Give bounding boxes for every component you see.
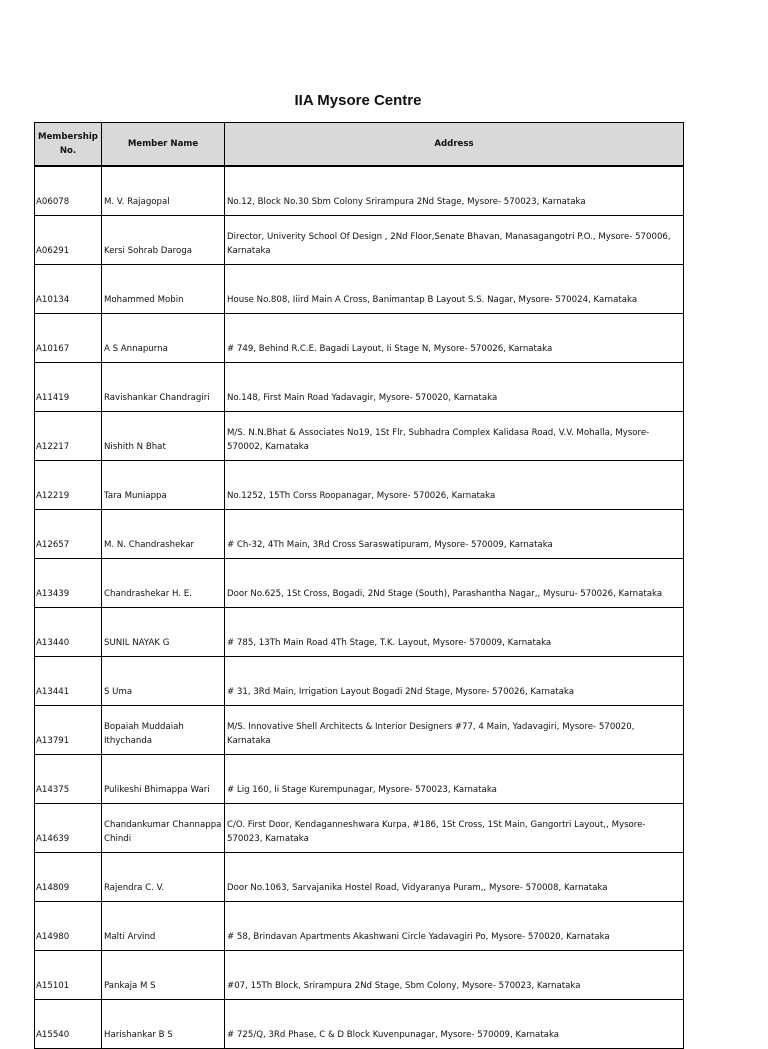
address-cell: No.1252, 15Th Corss Roopanagar, Mysore- 570026, Karnataka — [225, 461, 684, 510]
page-title: IIA Mysore Centre — [294, 92, 422, 109]
table-row — [35, 951, 684, 1000]
table-row — [35, 314, 684, 363]
table-row — [35, 461, 684, 510]
table-row — [35, 755, 684, 804]
member-name-cell: SUNIL NAYAK G — [102, 608, 225, 657]
address-cell: House No.808, Iiird Main A Cross, Banimantap B Layout S.S. Nagar, Mysore- 570024, Karnataka — [225, 265, 684, 314]
address-cell: No.12, Block No.30 Sbm Colony Srirampura 2Nd Stage, Mysore- 570023, Karnataka — [225, 166, 684, 216]
membership-no-cell: A14809 — [35, 853, 102, 902]
membership-no-cell: A06291 — [35, 216, 102, 265]
membership-no-cell: A13440 — [35, 608, 102, 657]
membership-no-cell: A13791 — [35, 706, 102, 755]
address-cell: Door No.625, 1St Cross, Bogadi, 2Nd Stage (South), Parashantha Nagar,, Mysuru- 570026, Karnataka — [225, 559, 684, 608]
member-name-cell: Malti Arvind — [102, 902, 225, 951]
member-name-cell: Kersi Sohrab Daroga — [102, 216, 225, 265]
member-name-cell: Tara Muniappa — [102, 461, 225, 510]
address-cell: # Lig 160, Ii Stage Kurempunagar, Mysore- 570023, Karnataka — [225, 755, 684, 804]
table-row — [35, 706, 684, 755]
address-cell: C/O. First Door, Kendaganneshwara Kurpa, #186, 1St Cross, 1St Main, Gangortri Layout,, Mysore- 570023, Karnataka — [225, 804, 684, 853]
membership-no-cell: A14639 — [35, 804, 102, 853]
membership-no-cell: A10167 — [35, 314, 102, 363]
column-header-member-name: Member Name — [102, 123, 225, 167]
member-name-cell: Mohammed Mobin — [102, 265, 225, 314]
address-cell: # 58, Brindavan Apartments Akashwani Circle Yadavagiri Po, Mysore- 570020, Karnataka — [225, 902, 684, 951]
address-cell: Director, Univerity School Of Design , 2Nd Floor,Senate Bhavan, Manasagangotri P.O., Mysore- 570006, Karnataka — [225, 216, 684, 265]
member-name-cell: S Uma — [102, 657, 225, 706]
address-cell: M/S. N.N.Bhat & Associates No19, 1St Flr, Subhadra Complex Kalidasa Road, V.V. Mohalla, Mysore- 570002, Karnataka — [225, 412, 684, 461]
membership-no-cell: A14980 — [35, 902, 102, 951]
membership-no-cell: A12219 — [35, 461, 102, 510]
address-cell: #07, 15Th Block, Srirampura 2Nd Stage, Sbm Colony, Mysore- 570023, Karnataka — [225, 951, 684, 1000]
column-header-address: Address — [225, 123, 684, 167]
table-row — [35, 657, 684, 706]
address-cell: No.148, First Main Road Yadavagir, Mysore- 570020, Karnataka — [225, 363, 684, 412]
address-cell: # 785, 13Th Main Road 4Th Stage, T.K. Layout, Mysore- 570009, Karnataka — [225, 608, 684, 657]
member-name-cell: Nishith N Bhat — [102, 412, 225, 461]
table-row — [35, 559, 684, 608]
address-cell: M/S. Innovative Shell Architects & Interior Designers #77, 4 Main, Yadavagiri, Mysore- 570020, Karnataka — [225, 706, 684, 755]
table-row — [35, 166, 684, 216]
member-name-cell: Ravishankar Chandragiri — [102, 363, 225, 412]
table-row — [35, 412, 684, 461]
table-header-row — [35, 123, 684, 167]
member-name-cell: Rajendra C. V. — [102, 853, 225, 902]
member-name-cell: M. N. Chandrashekar — [102, 510, 225, 559]
table-row — [35, 804, 684, 853]
membership-no-cell: A14375 — [35, 755, 102, 804]
table-row — [35, 853, 684, 902]
member-name-cell: Bopaiah Muddaiah Ithychanda — [102, 706, 225, 755]
address-cell: # Ch-32, 4Th Main, 3Rd Cross Saraswatipuram, Mysore- 570009, Karnataka — [225, 510, 684, 559]
member-name-cell: Chandankumar Channappa Chindi — [102, 804, 225, 853]
address-cell: # 725/Q, 3Rd Phase, C & D Block Kuvenpunagar, Mysore- 570009, Karnataka — [225, 1000, 684, 1049]
members-table — [34, 122, 684, 1049]
membership-no-cell: A15540 — [35, 1000, 102, 1049]
membership-no-cell: A12657 — [35, 510, 102, 559]
table-row — [35, 510, 684, 559]
membership-no-cell: A13441 — [35, 657, 102, 706]
membership-no-cell: A12217 — [35, 412, 102, 461]
address-cell: # 749, Behind R.C.E. Bagadi Layout, Ii Stage N, Mysore- 570026, Karnataka — [225, 314, 684, 363]
address-cell: Door No.1063, Sarvajanika Hostel Road, Vidyaranya Puram,, Mysore- 570008, Karnataka — [225, 853, 684, 902]
membership-no-cell: A10134 — [35, 265, 102, 314]
column-header-membership-no: Membership No. — [35, 123, 102, 167]
membership-no-cell: A11419 — [35, 363, 102, 412]
member-name-cell: A S Annapurna — [102, 314, 225, 363]
table-row — [35, 265, 684, 314]
member-name-cell: M. V. Rajagopal — [102, 166, 225, 216]
member-name-cell: Harishankar B S — [102, 1000, 225, 1049]
membership-no-cell: A06078 — [35, 166, 102, 216]
member-name-cell: Pankaja M S — [102, 951, 225, 1000]
membership-no-cell: A15101 — [35, 951, 102, 1000]
member-name-cell: Chandrashekar H. E. — [102, 559, 225, 608]
address-cell: # 31, 3Rd Main, Irrigation Layout Bogadi 2Nd Stage, Mysore- 570026, Karnataka — [225, 657, 684, 706]
table-row — [35, 216, 684, 265]
membership-no-cell: A13439 — [35, 559, 102, 608]
table-row — [35, 1000, 684, 1049]
table-row — [35, 363, 684, 412]
member-name-cell: Pulikeshi Bhimappa Wari — [102, 755, 225, 804]
table-row — [35, 902, 684, 951]
table-row — [35, 608, 684, 657]
